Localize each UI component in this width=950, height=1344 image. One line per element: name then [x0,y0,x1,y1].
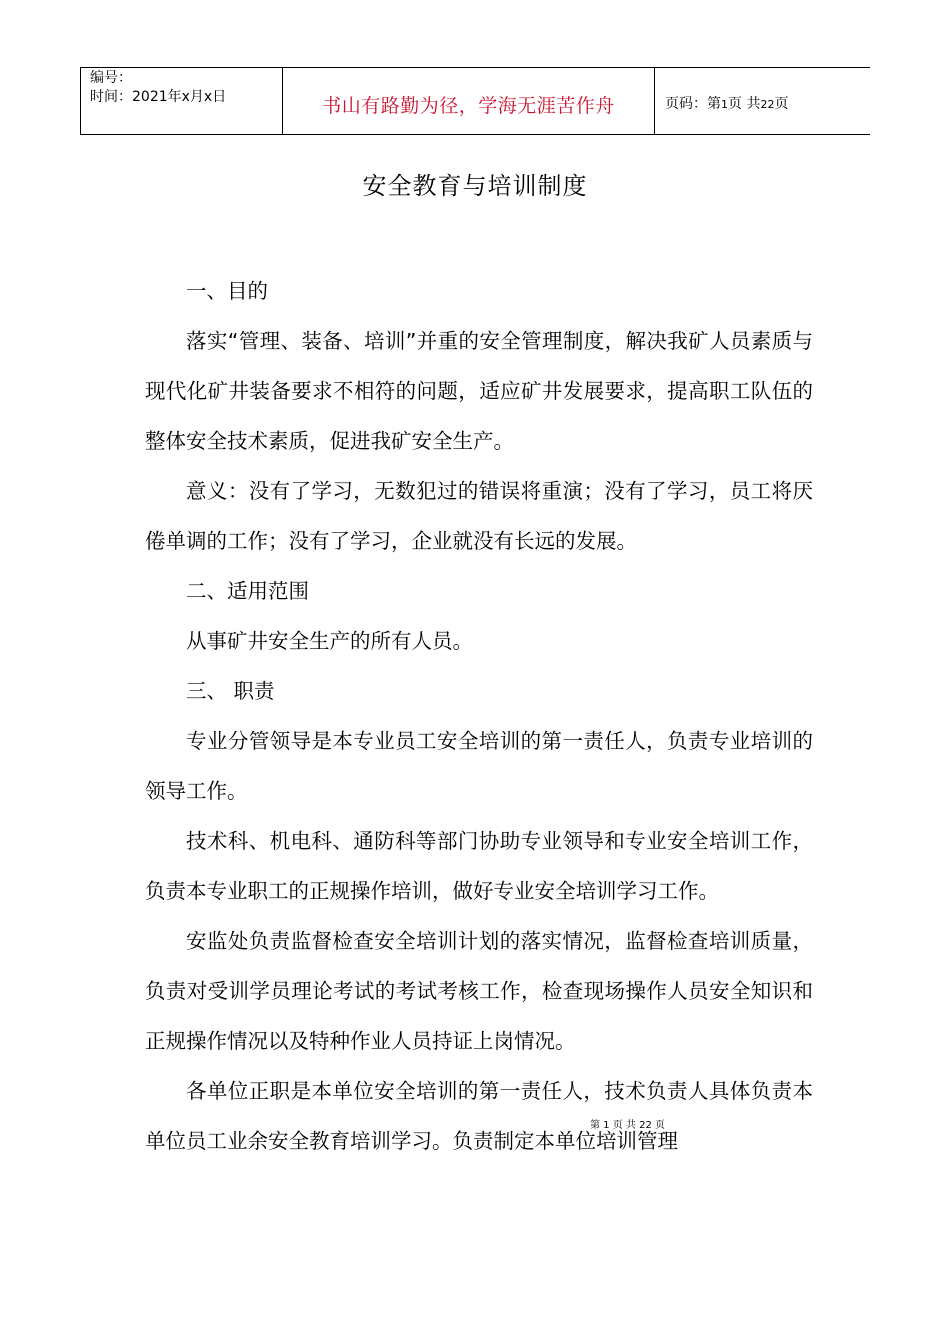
paragraph-duty-safety-office: 安监处负责监督检查安全培训计划的落实情况，监督检查培训质量，负责对受训学员理论考试的考试考核工作，检查现场操作人员安全知识和正规操作情况以及特种作业人员持证上岗情况。 [145,929,813,1053]
paragraph-purpose: 落实“管理、装备、培训”并重的安全管理制度，解决我矿人员素质与现代化矿井装备要求不相符的问题，适应矿井发展要求，提高职工队伍的整体安全技术素质，促进我矿安全生产。 [145,329,813,453]
date-label: 时间：2021年x月x日 [90,89,227,105]
page-number-cell [655,68,871,134]
header-table [80,67,870,135]
footer-page-mark: 第 1 页 共 22 页 [590,1120,665,1131]
page-current: 1 [721,98,728,111]
page-prefix: 页码：第 [665,96,721,112]
document-body [145,266,813,1166]
paragraph-significance: 意义：没有了学习，无数犯过的错误将重演；没有了学习，员工将厌倦单调的工作；没有了学习，企业就没有长远的发展。 [145,479,813,553]
section-heading-purpose: 一、目的 [186,279,268,303]
page-middle: 页 共 [728,96,761,112]
paragraph-scope: 从事矿井安全生产的所有人员。 [186,629,473,653]
header-info-cell [81,68,283,134]
motto-cell [283,68,655,134]
paragraph-duty-leaders: 专业分管领导是本专业员工安全培训的第一责任人，负责专业培训的领导工作。 [145,729,813,803]
page-total: 22 [760,98,775,111]
page-suffix: 页 [774,96,789,112]
section-heading-scope: 二、适用范围 [186,579,309,603]
section-heading-duties: 三、 职责 [186,679,275,703]
document-title: 安全教育与培训制度 [362,172,588,200]
motto-text: 书山有路勤为径，学海无涯苦作舟 [322,95,615,117]
serial-number-label: 编号： [90,70,132,86]
paragraph-duty-units: 各单位正职是本单位安全培训的第一责任人，技术负责人具体负责本单位员工业余安全教育培训学习。负责制定本单位培训管理 [145,1079,813,1153]
paragraph-duty-departments: 技术科、机电科、通防科等部门协助专业领导和专业安全培训工作，负责本专业职工的正规操作培训，做好专业安全培训学习工作。 [145,829,813,903]
